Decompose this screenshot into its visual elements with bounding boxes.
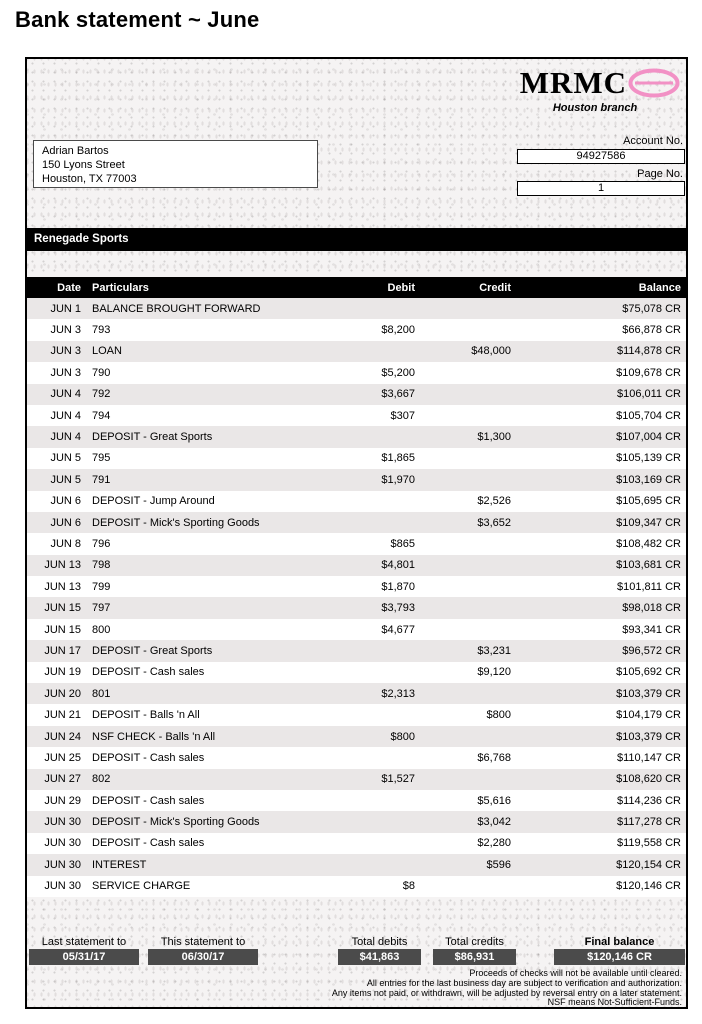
cell-debit [347, 640, 423, 661]
cell-balance: $109,678 CR [616, 366, 681, 379]
cell-particulars: 800 [92, 623, 111, 636]
cell-balance: $109,347 CR [616, 516, 681, 529]
column-header-debit: Debit [347, 277, 423, 298]
cell-date: JUN 4 [50, 388, 81, 401]
cell-date: JUN 3 [50, 366, 81, 379]
transaction-row [27, 426, 686, 447]
cell-balance: $103,379 CR [616, 730, 681, 743]
summary-section [27, 936, 686, 968]
footnote-line-2: All entries for the last business day are subject to verification and authorization. [366, 977, 682, 988]
cell-debit [347, 662, 423, 683]
total-credits-value: $86,931 [433, 949, 516, 965]
cell-date: JUN 3 [50, 345, 81, 358]
cell-date: JUN 29 [44, 794, 81, 807]
cell-credit [423, 448, 519, 469]
cell-debit: $4,677 [381, 623, 415, 636]
transaction-row [27, 319, 686, 340]
cell-particulars: 795 [92, 452, 111, 465]
cell-particulars: 802 [92, 773, 111, 786]
transaction-row [27, 704, 686, 725]
cell-particulars: 792 [92, 388, 111, 401]
cell-credit [423, 533, 519, 554]
final-balance-label: Final balance [584, 936, 655, 948]
cell-date: JUN 21 [44, 709, 81, 722]
cell-balance: $96,572 CR [622, 644, 681, 657]
account-no-value: 94927586 [517, 149, 685, 164]
this-statement-group [148, 936, 258, 965]
transaction-row [27, 790, 686, 811]
cell-balance: $103,681 CR [616, 559, 681, 572]
cell-date: JUN 5 [50, 473, 81, 486]
total-credits-label: Total credits [445, 936, 504, 948]
cell-credit [423, 683, 519, 704]
transaction-row [27, 405, 686, 426]
cell-credit: $800 [486, 709, 511, 722]
cell-date: JUN 24 [44, 730, 81, 743]
cell-credit [423, 769, 519, 790]
transaction-row [27, 811, 686, 832]
transaction-row [27, 384, 686, 405]
cell-particulars: SERVICE CHARGE [92, 880, 191, 893]
cell-balance: $98,018 CR [622, 602, 681, 615]
cell-date: JUN 27 [44, 773, 81, 786]
cell-credit: $5,616 [477, 794, 511, 807]
cell-date: JUN 20 [44, 687, 81, 700]
cell-date: JUN 13 [44, 580, 81, 593]
cell-particulars: DEPOSIT - Mick's Sporting Goods [92, 816, 260, 829]
cell-particulars: 801 [92, 687, 111, 700]
cell-date: JUN 3 [50, 324, 81, 337]
transaction-row [27, 469, 686, 490]
cell-credit: $3,231 [477, 644, 511, 657]
cell-date: JUN 19 [44, 666, 81, 679]
cell-debit: $1,865 [381, 452, 415, 465]
transaction-row [27, 555, 686, 576]
cell-date: JUN 30 [44, 837, 81, 850]
cell-debit [347, 790, 423, 811]
cell-particulars: DEPOSIT - Cash sales [92, 751, 205, 764]
cell-balance: $105,695 CR [616, 495, 681, 508]
transaction-row [27, 876, 686, 897]
cell-debit [347, 341, 423, 362]
cell-balance: $66,878 CR [622, 324, 681, 337]
cell-particulars: 791 [92, 473, 111, 486]
cell-credit [423, 555, 519, 576]
cell-balance: $101,811 CR [616, 580, 681, 593]
column-header-particulars: Particulars [85, 277, 347, 298]
cell-particulars: DEPOSIT - Great Sports [92, 431, 213, 444]
cell-balance: $114,236 CR [616, 794, 681, 807]
cell-date: JUN 1 [50, 302, 81, 315]
cell-date: JUN 8 [50, 537, 81, 550]
cell-debit: $2,313 [381, 687, 415, 700]
cell-date: JUN 5 [50, 452, 81, 465]
cell-particulars: NSF CHECK - Balls 'n All [92, 730, 216, 743]
cell-particulars: DEPOSIT - Great Sports [92, 644, 213, 657]
cell-credit [423, 298, 519, 319]
final-balance-value: $120,146 CR [554, 949, 685, 965]
transaction-row [27, 576, 686, 597]
cell-debit: $1,870 [381, 580, 415, 593]
transactions-header-row [27, 277, 686, 298]
cell-particulars: DEPOSIT - Jump Around [92, 495, 215, 508]
bank-logo-ellipse-icon [628, 68, 681, 98]
last-statement-label: Last statement to [41, 936, 127, 948]
column-header-date: Date [27, 277, 85, 298]
transaction-row [27, 747, 686, 768]
transactions-body [27, 298, 686, 897]
cell-particulars: 798 [92, 559, 111, 572]
cell-debit [347, 833, 423, 854]
cell-credit: $3,042 [477, 816, 511, 829]
cell-debit: $1,527 [381, 773, 415, 786]
cell-balance: $110,147 CR [616, 751, 681, 764]
cell-date: JUN 15 [44, 623, 81, 636]
footnote-line-4: NSF means Not-Sufficient-Funds. [547, 997, 682, 1008]
page-no-label: Page No. [637, 168, 683, 180]
customer-street: 150 Lyons Street [42, 159, 125, 171]
cell-balance: $75,078 CR [622, 302, 681, 315]
cell-balance: $119,558 CR [616, 837, 681, 850]
total-debits-group [338, 936, 421, 965]
cell-particulars: DEPOSIT - Cash sales [92, 794, 205, 807]
cell-balance: $105,139 CR [616, 452, 681, 465]
cell-credit [423, 726, 519, 747]
transaction-row [27, 833, 686, 854]
bank-logo-text: MRMC [519, 65, 627, 100]
cell-balance: $120,154 CR [616, 858, 681, 871]
customer-address-box [33, 140, 318, 188]
footnote-line-1: Proceeds of checks will not be available until cleared. [469, 968, 682, 978]
bank-statement-document [25, 57, 688, 1009]
transaction-row [27, 341, 686, 362]
cell-balance: $114,878 CR [616, 345, 681, 358]
transaction-row [27, 597, 686, 618]
cell-particulars: 797 [92, 602, 111, 615]
transaction-row [27, 491, 686, 512]
cell-particulars: INTEREST [92, 858, 147, 871]
cell-balance: $103,169 CR [616, 473, 681, 486]
cell-debit: $800 [390, 730, 415, 743]
transaction-row [27, 662, 686, 683]
customer-city: Houston, TX 77003 [42, 173, 137, 185]
page-title: Bank statement ~ June [15, 7, 260, 32]
cell-particulars: 796 [92, 537, 111, 550]
last-statement-group [29, 936, 139, 965]
cell-credit [423, 876, 519, 897]
cell-particulars: BALANCE BROUGHT FORWARD [92, 302, 261, 315]
cell-date: JUN 6 [50, 516, 81, 529]
cell-balance: $117,278 CR [616, 816, 681, 829]
final-balance-group [554, 936, 685, 965]
transaction-row [27, 512, 686, 533]
cell-credit [423, 384, 519, 405]
branch-name: Houston branch [552, 102, 638, 114]
total-debits-value: $41,863 [338, 949, 421, 965]
bank-logo [509, 67, 681, 114]
cell-date: JUN 4 [50, 409, 81, 422]
bank-logo-row [509, 67, 681, 99]
cell-credit: $596 [486, 858, 511, 871]
transaction-row [27, 769, 686, 790]
last-statement-value: 05/31/17 [29, 949, 139, 965]
cell-debit [347, 704, 423, 725]
cell-debit: $8 [402, 880, 415, 893]
cell-balance: $104,179 CR [616, 709, 681, 722]
cell-credit: $9,120 [477, 666, 511, 679]
cell-credit: $2,280 [477, 837, 511, 850]
this-statement-label: This statement to [160, 936, 246, 948]
transaction-row [27, 362, 686, 383]
cell-debit [347, 854, 423, 875]
cell-debit [347, 298, 423, 319]
cell-date: JUN 6 [50, 495, 81, 508]
cell-debit [347, 512, 423, 533]
cell-particulars: DEPOSIT - Cash sales [92, 666, 205, 679]
account-name-bar: Renegade Sports [27, 228, 686, 251]
cell-debit: $4,801 [381, 559, 415, 572]
cell-credit [423, 597, 519, 618]
cell-particulars: DEPOSIT - Mick's Sporting Goods [92, 516, 260, 529]
cell-balance: $106,011 CR [616, 388, 681, 401]
cell-particulars: 794 [92, 409, 111, 422]
cell-credit: $3,652 [477, 516, 511, 529]
column-header-credit: Credit [423, 277, 519, 298]
cell-balance: $108,482 CR [616, 537, 681, 550]
cell-debit: $865 [390, 537, 415, 550]
cell-credit [423, 319, 519, 340]
transaction-row [27, 448, 686, 469]
cell-credit [423, 619, 519, 640]
cell-particulars: LOAN [92, 345, 122, 358]
cell-balance: $103,379 CR [616, 687, 681, 700]
page-no-value: 1 [517, 181, 685, 196]
total-credits-group [433, 936, 516, 965]
cell-debit [347, 426, 423, 447]
cell-particulars: DEPOSIT - Cash sales [92, 837, 205, 850]
cell-date: JUN 30 [44, 816, 81, 829]
transaction-row [27, 726, 686, 747]
footnotes [332, 969, 682, 1008]
cell-balance: $105,704 CR [616, 409, 681, 422]
column-header-balance: Balance [519, 277, 686, 298]
transaction-row [27, 533, 686, 554]
cell-debit: $3,667 [381, 388, 415, 401]
cell-credit [423, 405, 519, 426]
cell-particulars: 790 [92, 366, 111, 379]
transaction-row [27, 298, 686, 319]
cell-debit: $8,200 [381, 324, 415, 337]
cell-credit: $2,526 [477, 495, 511, 508]
cell-date: JUN 25 [44, 751, 81, 764]
transaction-row [27, 683, 686, 704]
cell-balance: $120,146 CR [616, 880, 681, 893]
cell-balance: $105,692 CR [616, 666, 681, 679]
cell-debit: $3,793 [381, 602, 415, 615]
cell-date: JUN 30 [44, 858, 81, 871]
transaction-row [27, 619, 686, 640]
cell-debit: $5,200 [381, 366, 415, 379]
cell-date: JUN 15 [44, 602, 81, 615]
customer-name: Adrian Bartos [42, 145, 109, 157]
cell-date: JUN 17 [44, 644, 81, 657]
cell-credit: $48,000 [471, 345, 511, 358]
cell-balance: $108,620 CR [616, 773, 681, 786]
transaction-row [27, 640, 686, 661]
cell-credit [423, 469, 519, 490]
cell-date: JUN 30 [44, 880, 81, 893]
cell-credit [423, 362, 519, 383]
transactions-table [27, 277, 686, 897]
cell-credit: $6,768 [477, 751, 511, 764]
cell-debit: $1,970 [381, 473, 415, 486]
cell-debit [347, 491, 423, 512]
cell-credit: $1,300 [477, 431, 511, 444]
cell-debit [347, 811, 423, 832]
cell-credit [423, 576, 519, 597]
account-no-label: Account No. [623, 135, 683, 147]
cell-balance: $107,004 CR [616, 431, 681, 444]
this-statement-value: 06/30/17 [148, 949, 258, 965]
cell-particulars: DEPOSIT - Balls 'n All [92, 709, 200, 722]
total-debits-label: Total debits [351, 936, 408, 948]
cell-particulars: 793 [92, 324, 111, 337]
cell-debit: $307 [390, 409, 415, 422]
cell-debit [347, 747, 423, 768]
cell-date: JUN 4 [50, 431, 81, 444]
footnote-line-3: Any items not paid, or withdrawn, will be adjusted by reversal entry on a later statement. [331, 987, 682, 998]
cell-particulars: 799 [92, 580, 111, 593]
transaction-row [27, 854, 686, 875]
cell-balance: $93,341 CR [622, 623, 681, 636]
cell-date: JUN 13 [44, 559, 81, 572]
